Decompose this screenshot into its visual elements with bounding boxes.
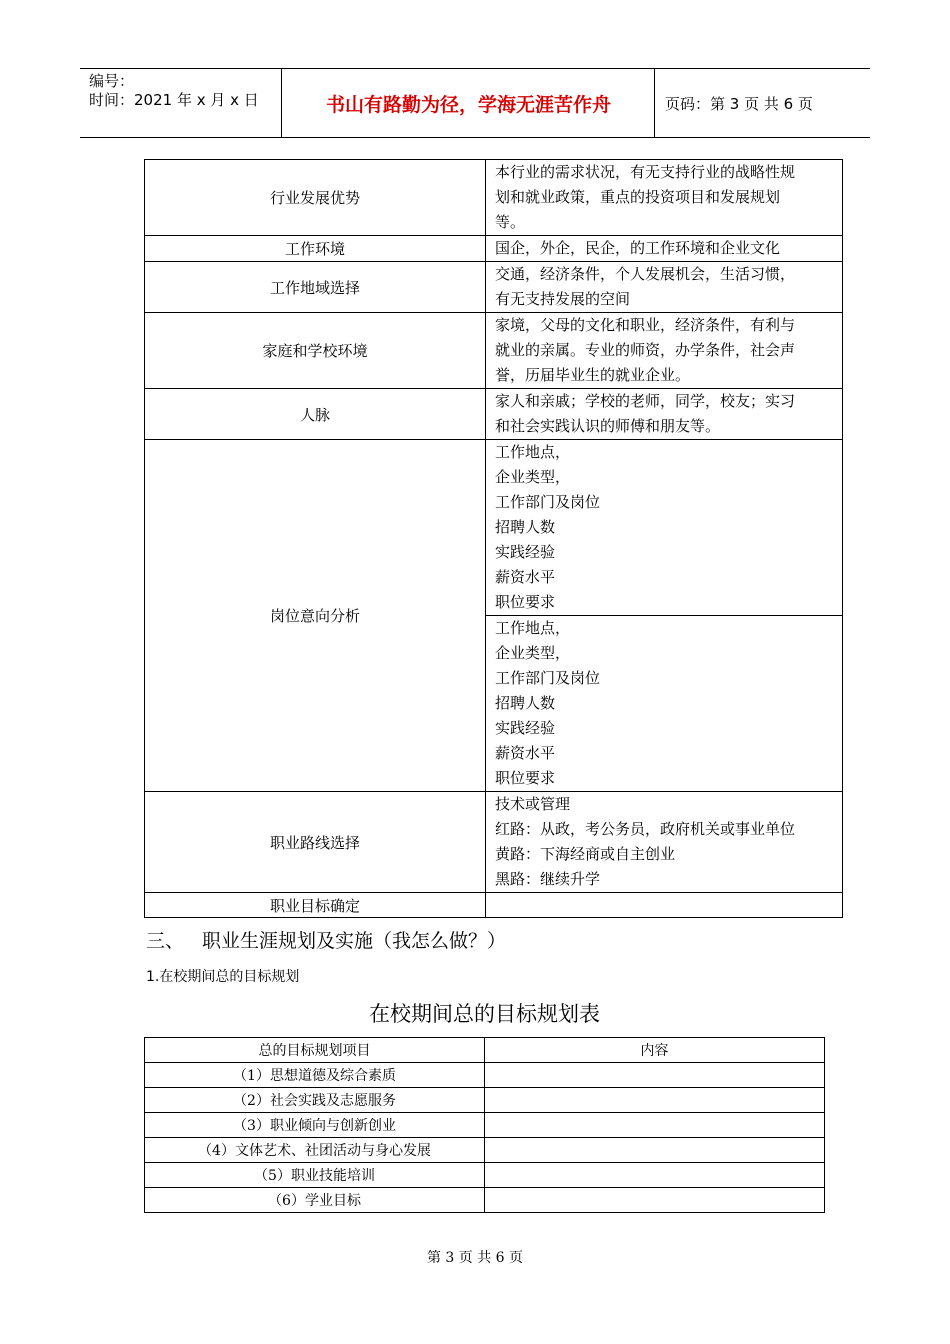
time-label: 时间：2021 年 x 月 x 日 — [89, 91, 259, 109]
row-content — [486, 893, 843, 918]
content-line: 和社会实践认识的师傅和朋友等。 — [495, 417, 721, 435]
content-line: 红路：从政，考公务员，政府机关或事业单位 — [495, 820, 796, 838]
content-line: 就业的亲属。专业的师资，办学条件，社会声 — [495, 341, 796, 359]
content-line: 有无支持发展的空间 — [495, 290, 631, 308]
goal-content — [485, 1113, 825, 1138]
content-line: 本行业的需求状况，有无支持行业的战略性规 — [495, 163, 796, 181]
table-row — [145, 1163, 825, 1188]
row-content — [486, 440, 843, 616]
row-label: 人脉 — [145, 389, 486, 440]
goal-item: （5）职业技能培训 — [145, 1163, 485, 1188]
goal-content — [485, 1163, 825, 1188]
row-label: 行业发展优势 — [145, 160, 486, 236]
content-line: 企业类型， — [495, 468, 571, 486]
goal-item: （3）职业倾向与创新创业 — [145, 1113, 485, 1138]
content-line: 技术或管理 — [495, 795, 571, 813]
content-line: 黄路：下海经商或自主创业 — [495, 845, 676, 863]
goal-item: （4）文体艺术、社团活动与身心发展 — [145, 1138, 485, 1163]
section-number: 三、 — [146, 930, 185, 952]
goal-content — [485, 1138, 825, 1163]
content-line: 实践经验 — [495, 719, 556, 737]
table-row — [145, 1188, 825, 1213]
content-line: 招聘人数 — [495, 694, 556, 712]
goal-content — [485, 1063, 825, 1088]
page-header — [80, 68, 870, 138]
section-heading — [146, 926, 506, 953]
number-label: 编号： — [89, 72, 135, 90]
table-header-row — [145, 1038, 825, 1063]
content-line: 工作地点， — [495, 619, 571, 637]
row-content — [486, 792, 843, 893]
content-line: 国企，外企，民企，的工作环境和企业文化 — [495, 239, 781, 257]
table-title: 在校期间总的目标规划表 — [369, 1002, 600, 1026]
column-header: 内容 — [485, 1038, 825, 1063]
section-title: 职业生涯规划及实施（我怎么做？） — [202, 930, 507, 952]
content-line: 划和就业政策，重点的投资项目和发展规划 — [495, 188, 781, 206]
content-line: 工作部门及岗位 — [495, 493, 601, 511]
table-row — [145, 440, 843, 616]
content-line: 家境，父母的文化和职业，经济条件，有利与 — [495, 316, 796, 334]
content-line: 企业类型， — [495, 644, 571, 662]
goal-plan-table — [144, 1037, 825, 1213]
table-row — [145, 1113, 825, 1138]
content-line: 等。 — [495, 213, 526, 231]
row-label: 职业目标确定 — [145, 893, 486, 918]
goal-content — [485, 1188, 825, 1213]
header-page-code: 页码：第 3 页 共 6 页 — [665, 94, 813, 113]
content-line: 职位要求 — [495, 769, 556, 787]
content-line: 薪资水平 — [495, 568, 556, 586]
table-row — [145, 893, 843, 918]
content-line: 招聘人数 — [495, 518, 556, 536]
header-meta — [80, 69, 282, 137]
row-content — [486, 262, 843, 313]
table-row — [145, 1063, 825, 1088]
table-row — [145, 389, 843, 440]
column-header: 总的目标规划项目 — [145, 1038, 485, 1063]
goal-item: （1）思想道德及综合素质 — [145, 1063, 485, 1088]
row-label: 家庭和学校环境 — [145, 313, 486, 389]
table-row — [145, 792, 843, 893]
row-content — [486, 313, 843, 389]
row-content — [486, 389, 843, 440]
goal-content — [485, 1088, 825, 1113]
content-line: 实践经验 — [495, 543, 556, 561]
table-row — [145, 160, 843, 236]
content-line: 家人和亲戚；学校的老师，同学，校友；实习 — [495, 392, 796, 410]
header-motto: 书山有路勤为径，学海无涯苦作舟 — [283, 69, 655, 137]
table-row — [145, 1138, 825, 1163]
table-row — [145, 1088, 825, 1113]
row-label: 工作地域选择 — [145, 262, 486, 313]
row-label: 职业路线选择 — [145, 792, 486, 893]
goal-item: （6）学业目标 — [145, 1188, 485, 1213]
table-row — [145, 236, 843, 262]
row-label: 工作环境 — [145, 236, 486, 262]
content-line: 工作地点， — [495, 443, 571, 461]
row-content — [486, 616, 843, 792]
goal-item: （2）社会实践及志愿服务 — [145, 1088, 485, 1113]
row-content — [486, 236, 843, 262]
content-line: 誉，历届毕业生的就业企业。 — [495, 366, 691, 384]
page-footer: 第 3 页 共 6 页 — [426, 1250, 524, 1266]
table-row — [145, 262, 843, 313]
subsection-heading: 1.在校期间总的目标规划 — [146, 969, 300, 985]
content-line: 职位要求 — [495, 593, 556, 611]
career-analysis-table — [144, 159, 843, 918]
content-line: 薪资水平 — [495, 744, 556, 762]
row-label: 岗位意向分析 — [145, 440, 486, 792]
content-line: 交通，经济条件，个人发展机会，生活习惯， — [495, 265, 796, 283]
table-row — [145, 313, 843, 389]
content-line: 黑路：继续升学 — [495, 870, 601, 888]
content-line: 工作部门及岗位 — [495, 669, 601, 687]
row-content — [486, 160, 843, 236]
